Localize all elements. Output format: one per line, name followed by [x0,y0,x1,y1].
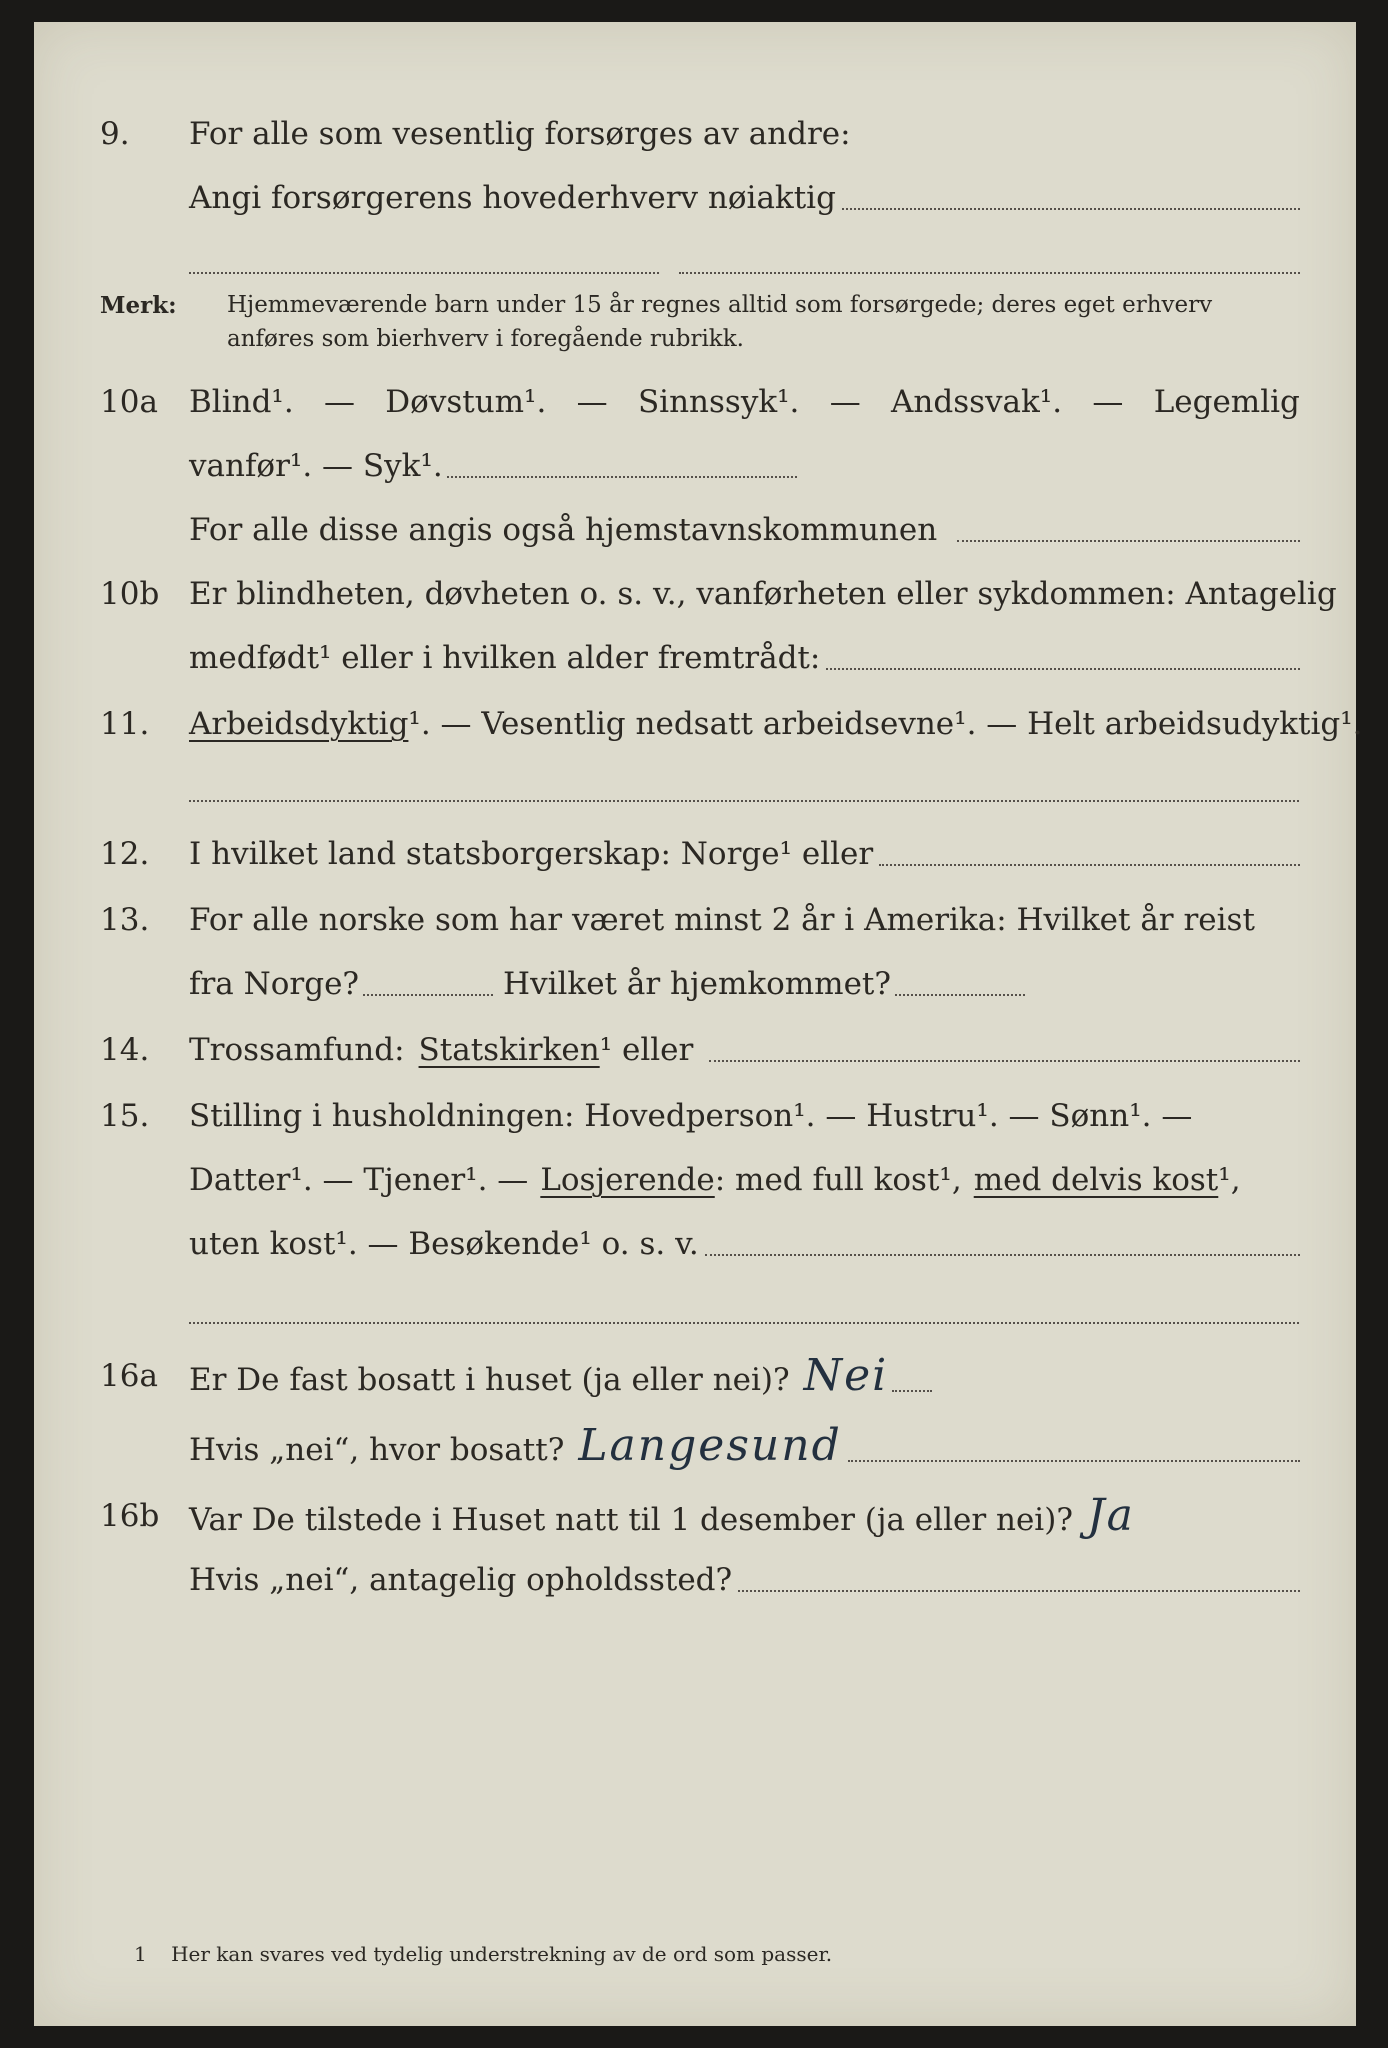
q9-answer-line-2a[interactable] [189,272,659,274]
q14-prefix: Trossamfund: [189,1032,405,1068]
q16a-number: 16a [100,1358,158,1394]
q10a-legemlig[interactable]: Legemlig [1153,384,1300,420]
census-form-page [34,22,1363,2026]
q16b-handwritten-answer[interactable]: Ja [1086,1490,1135,1541]
q13-number: 13. [100,902,150,938]
q11-answer-line[interactable] [189,800,1299,802]
q10b-line1: Er blindheten, døvheten o. s. v., vanførheten eller sykdommen: Antagelig [189,576,1337,612]
q16a-line2: Hvis „nei“, hvor bosatt? [189,1432,565,1468]
q13-reist: fra Norge? [189,966,360,1002]
q10a-number: 10a [100,384,158,420]
q16b-line2: Hvis „nei“, antagelig opholdssted? [189,1562,733,1598]
q9-answer-line-2b[interactable] [679,272,1300,274]
q15-line2b: : med full kost¹, [714,1162,962,1198]
q12-number: 12. [100,836,150,872]
footnote-mark: 1 [134,1942,147,1966]
q10a-sinnssyk[interactable]: Sinnssyk¹. [637,384,800,420]
q15-answer-line[interactable] [705,1253,1300,1256]
q10a-answer-line[interactable] [447,475,797,478]
q10b-line2: medfødt¹ eller i hvilken alder fremtrådt: [189,640,821,676]
q10a-dovstum[interactable]: Døvstum¹. [385,384,547,420]
merk-label: Merk: [100,292,177,319]
q15-line3: uten kost¹. — Besøkende¹ o. s. v. [189,1226,699,1262]
q10b-number: 10b [100,576,160,612]
footnote [134,1942,832,1966]
footnote-text: Her kan svares ved tydelig understrekning av de ord som passer. [171,1942,833,1966]
q13-line1: For alle norske som har været minst 2 år i Amerika: Hvilket år reist [189,902,1255,938]
q15-answer-line-2[interactable] [189,1322,1299,1324]
q9-line1: For alle som vesentlig forsørges av andre: [189,116,851,152]
q10a-hjemstavn-line[interactable] [957,539,1300,542]
q15-line1: Stilling i husholdningen: Hovedperson¹. — Hustru¹. — Sønn¹. — [189,1098,1193,1134]
q14-answer-line[interactable] [709,1059,1300,1062]
q13-reist-line[interactable] [363,993,493,996]
q16b-number: 16b [100,1498,160,1534]
q16b-opholdssted-line[interactable] [738,1589,1300,1592]
q11-arbeidsdyktig-underlined[interactable]: Arbeidsdyktig [189,706,409,742]
q11-rest: ¹. — Vesentlig nedsatt arbeidsevne¹. — Helt arbeidsudyktig¹. [408,706,1363,742]
q12-answer-line[interactable] [879,863,1300,866]
q16a-handwritten-bosatt[interactable]: Langesund [578,1420,842,1471]
q10a-line1: Blind¹. — Døvstum¹. — Sinnssyk¹. — Andssvak¹. — Legemlig [189,384,1300,420]
q16a-line1: Er De fast bosatt i huset (ja eller nei)? [189,1362,790,1398]
q15-losjerende-underlined[interactable]: Losjerende [540,1162,715,1198]
q14-suffix: ¹ eller [599,1032,694,1068]
q16a-bosatt-line[interactable] [848,1459,1300,1462]
q9-number: 9. [100,116,130,152]
q14-statskirken-underlined[interactable]: Statskirken [418,1032,600,1068]
q13-hjemkommet: Hvilket år hjemkommet? [503,966,892,1002]
q13-hjemkommet-line[interactable] [895,993,1025,996]
q16a-handwritten-answer[interactable]: Nei [803,1350,889,1401]
q9-line2: Angi forsørgerens hovederhverv nøiaktig [189,180,836,216]
q10a-line3: For alle disse angis også hjemstavnskommunen [189,512,938,548]
q14-number: 14. [100,1032,150,1068]
q15-number: 15. [100,1098,150,1134]
q15-line2c: ¹, [1218,1162,1241,1198]
q9-answer-line[interactable] [842,207,1300,210]
q16b-line1: Var De tilstede i Huset natt til 1 desember (ja eller nei)? [189,1502,1073,1538]
q11-number: 11. [100,706,150,742]
q15-line2a: Datter¹. — Tjener¹. — [189,1162,529,1198]
merk-text: Hjemmeværende barn under 15 år regnes alltid som forsørgede; deres eget erhverv anføres som bierhverv i foregående rubrikk. [227,292,1213,352]
q10a-line2: vanfør¹. — Syk¹. [189,448,443,484]
q12-text: I hvilket land statsborgerskap: Norge¹ eller [189,836,874,872]
q15-med-delvis-kost-underlined[interactable]: med delvis kost [973,1162,1219,1198]
q10a-andssvak[interactable]: Andssvak¹. [891,384,1063,420]
q10b-answer-line[interactable] [826,667,1300,670]
q10a-blind[interactable]: Blind¹. [189,384,294,420]
